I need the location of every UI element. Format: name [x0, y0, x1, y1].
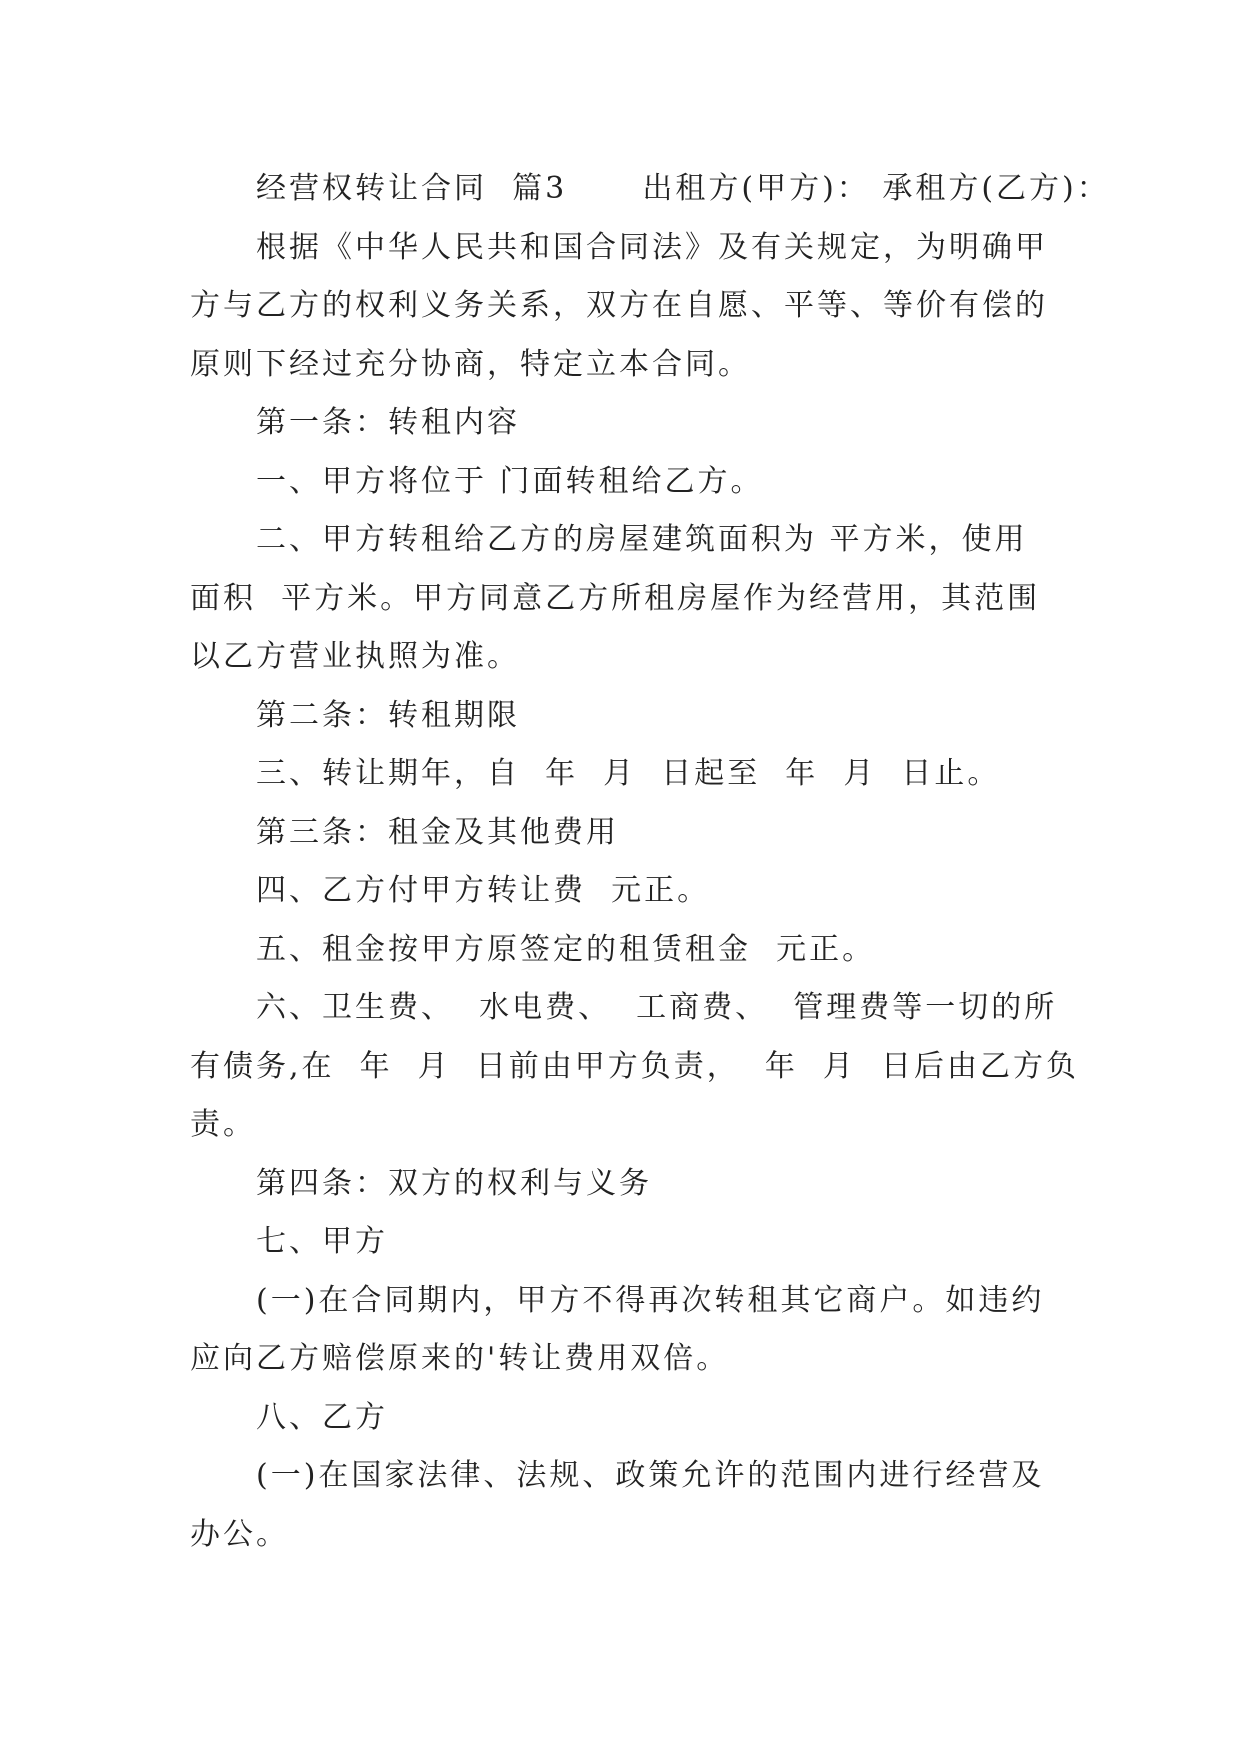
paragraph-line: 二、甲方转租给乙方的房屋建筑面积为 平方米，使用: [256, 522, 1028, 557]
paragraph-line: 三、转让期年，自 年 月 日起至 年 月 日止。: [256, 756, 1001, 791]
paragraph-line: 原则下经过充分协商，特定立本合同。: [190, 346, 751, 382]
document-body: [190, 160, 1110, 1564]
paragraph-line: (一)在合同期内，甲方不得再次转租其它商户。如违约: [256, 1282, 1045, 1318]
article-heading: 第二条：转租期限: [256, 697, 520, 733]
paragraph-line: 四、乙方付甲方转让费 元正。: [256, 873, 711, 908]
section-heading: 七、甲方: [256, 1224, 388, 1259]
paragraph-line: (一)在国家法律、法规、政策允许的范围内进行经营及: [256, 1458, 1045, 1493]
article-heading: 第四条：双方的权利与义务: [256, 1165, 652, 1201]
paragraph-line: 五、租金按甲方原签定的租赁租金 元正。: [256, 931, 876, 967]
paragraph-line: 应向乙方赔偿原来的'转让费用双倍。: [190, 1341, 730, 1376]
paragraph-line: 六、卫生费、 水电费、 工商费、 管理费等一切的所: [256, 990, 1058, 1025]
paragraph-line: 办公。: [190, 1516, 289, 1552]
paragraph-line: 责。: [190, 1107, 256, 1142]
paragraph-line: 面积 平方米。甲方同意乙方所租房屋作为经营用，其范围: [190, 580, 1041, 616]
article-heading: 第一条：转租内容: [256, 405, 520, 440]
paragraph-line: 有债务,在 年 月 日前由甲方负责， 年 月 日后由乙方负: [190, 1048, 1079, 1084]
title-line: 经营权转让合同 篇3 出租方(甲方)： 承租方(乙方)：: [256, 171, 1110, 206]
article-heading: 第三条：租金及其他费用: [256, 814, 619, 850]
paragraph-line: 根据《中华人民共和国合同法》及有关规定，为明确甲: [256, 229, 1048, 265]
section-heading: 八、乙方: [256, 1399, 388, 1435]
paragraph-line: 以乙方营业执照为准。: [190, 639, 520, 674]
paragraph-line: 一、甲方将位于 门面转租给乙方。: [256, 463, 764, 499]
paragraph-line: 方与乙方的权利义务关系，双方在自愿、平等、等价有偿的: [190, 288, 1048, 323]
